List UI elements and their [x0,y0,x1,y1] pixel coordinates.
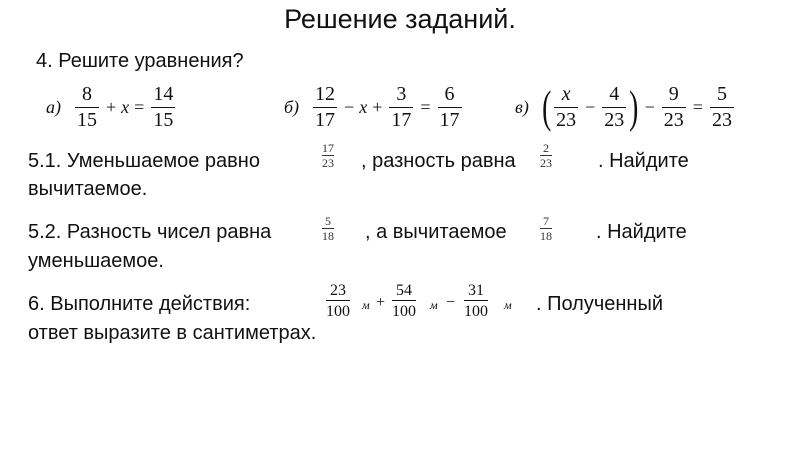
equation-c-label: в) [515,96,529,117]
task4-heading: 4. Решите уравнения? [36,50,244,72]
equation-b-fraction-1: $\frac{12}{17}$ [315,82,336,131]
equation-a-fraction-1: $\frac{8}{15}$ [77,82,97,131]
left-parenthesis: ( [541,81,552,132]
equation-a-fraction-2: $\frac{14}{15}$ [153,82,174,131]
task6-text-part1: 6. Выполните действия: [28,293,251,315]
equation-c-fraction-1: $\frac{x}{23}$ [556,82,577,131]
equation-c-fraction-3: $\frac{9}{23}$ [663,82,684,131]
equation-a: а) $\frac{8}{15}$ + x = $\frac{14}{15}$ [46,82,174,131]
task5-2-fraction-1: $\frac{5}{18}$ [322,214,334,243]
task6-fraction-2: $\frac{54}{100}$ [392,282,416,320]
task5-2-fraction-2: $\frac{7}{18}$ [540,214,552,243]
task5-1-fraction-1: $\frac{17}{23}$ [322,141,334,170]
equation-a-label: а) [46,96,61,117]
task6-text-line2: ответ выразите в сантиметрах. [28,322,317,344]
task6-fraction-3: $\frac{31}{100}$ [464,282,488,320]
task5-2-text-part3: . Найдите [596,221,687,243]
task6-plus: + [376,294,386,311]
equation-b-fraction-2: $\frac{3}{17}$ [391,82,412,131]
task5-1-fraction-2: $\frac{2}{23}$ [540,141,552,170]
task5-2-text-line2: уменьшаемое. [28,250,164,272]
task6-unit-1: м [362,298,370,312]
task5-1-text-part1: 5.1. Уменьшаемое равно [28,150,260,172]
task5-2-text-part2: , а вычитаемое [365,221,507,243]
task5-1-text-part3: . Найдите [598,150,689,172]
task6-unit-3: м [504,298,512,312]
equation-b-fraction-3: $\frac{6}{17}$ [439,82,460,131]
equation-c-fraction-4: $\frac{5}{23}$ [711,82,732,131]
task6-text-part2: . Полученный [536,293,664,315]
page-title: Решение заданий. [284,4,516,34]
equation-c: в) ( $\frac{x}{23}$ − $\frac{4}{23}$ ) − $\frac{9}{23}$ = $\frac{5}{23}$ [515,81,732,132]
task6-minus: − [446,294,456,311]
task5-1-text-part2: , разность равна [361,150,516,172]
equation-c-fraction-2: $\frac{4}{23}$ [604,82,625,131]
right-parenthesis: ) [629,81,639,132]
task5-2-text-part1: 5.2. Разность чисел равна [28,221,272,243]
equation-b: б) $\frac{12}{17}$ − x + $\frac{3}{17}$ = $\frac{6}{17}$ [284,82,460,131]
task6-unit-2: м [430,298,438,312]
task6-fraction-1: $\frac{23}{100}$ [326,282,350,320]
task5-1-text-line2: вычитаемое. [28,178,148,200]
equation-b-label: б) [284,96,300,117]
